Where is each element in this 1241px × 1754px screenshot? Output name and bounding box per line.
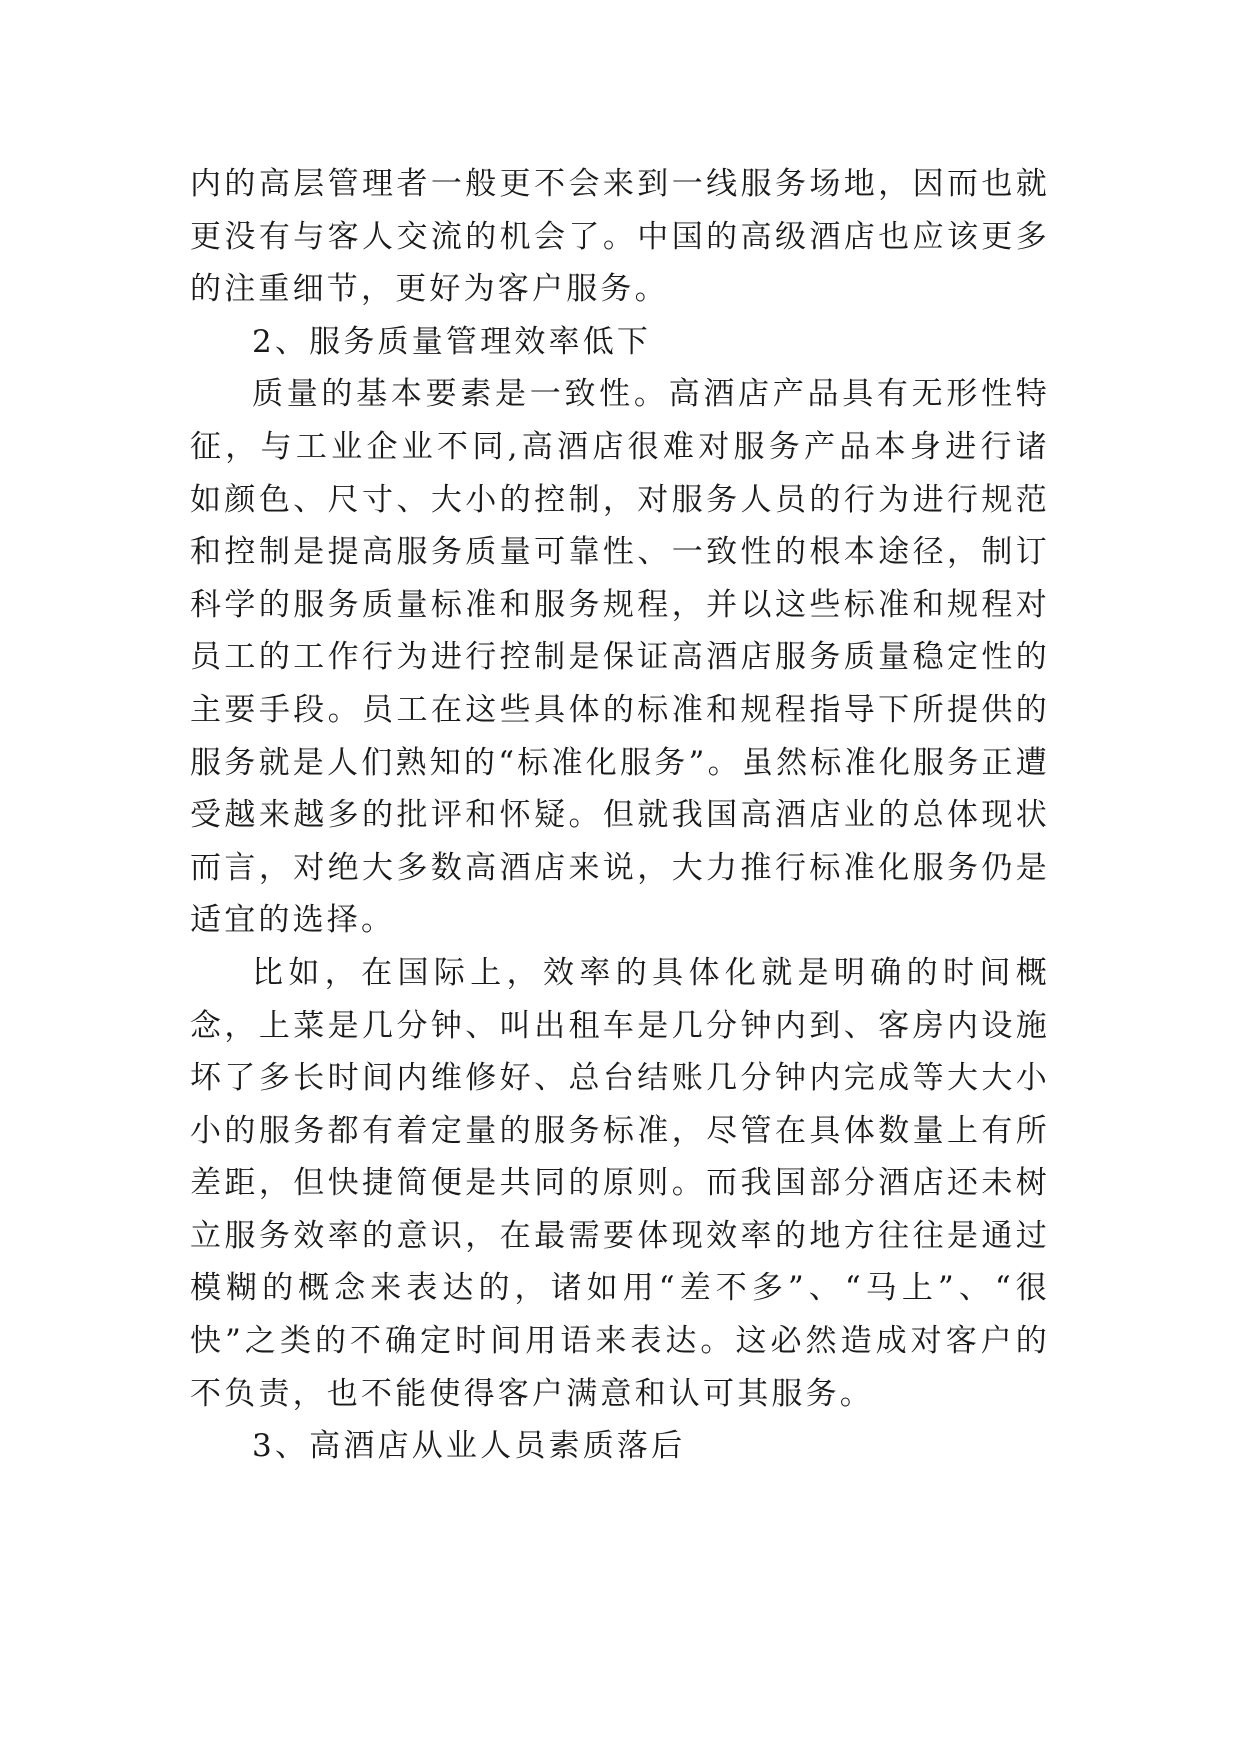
paragraph-quality-consistency: 质量的基本要素是一致性。高酒店产品具有无形性特征，与工业企业不同,高酒店很难对服务产品本身进行诸如颜色、尺寸、大小的控制，对服务人员的行为进行规范和控制是提高服务质量可靠性、一致性的根本途径，制订科学的服务质量标准和服务规程，并以这些标准和规程对员工的工作行为进行控制是保证高酒店服务质量稳定性的主要手段。员工在这些具体的标准和规程指导下所提供的服务就是人们熟知的“标准化服务”。虽然标准化服务正遭受越来越多的批评和怀疑。但就我国高酒店业的总体现状而言，对绝大多数高酒店来说，大力推行标准化服务仍是适宜的选择。	[190, 376, 1050, 939]
document-page	[190, 158, 1050, 1473]
section-heading-3: 3、高酒店从业人员素质落后	[252, 1428, 686, 1465]
section-heading-2: 2、服务质量管理效率低下	[252, 323, 652, 360]
paragraph-continuation: 内的高层管理者一般更不会来到一线服务场地，因而也就更没有与客人交流的机会了。中国的高级酒店也应该更多的注重细节，更好为客户服务。	[190, 166, 1050, 308]
paragraph-efficiency-example: 比如，在国际上，效率的具体化就是明确的时间概念，上菜是几分钟、叫出租车是几分钟内到、客房内设施坏了多长时间内维修好、总台结账几分钟内完成等大大小小的服务都有着定量的服务标准，尽管在具体数量上有所差距，但快捷简便是共同的原则。而我国部分酒店还未树立服务效率的意识，在最需要体现效率的地方往往是通过模糊的概念来表达的，诸如用“差不多”、“马上”、“很快”之类的不确定时间用语来表达。这必然造成对客户的不负责，也不能使得客户满意和认可其服务。	[190, 954, 1050, 1412]
